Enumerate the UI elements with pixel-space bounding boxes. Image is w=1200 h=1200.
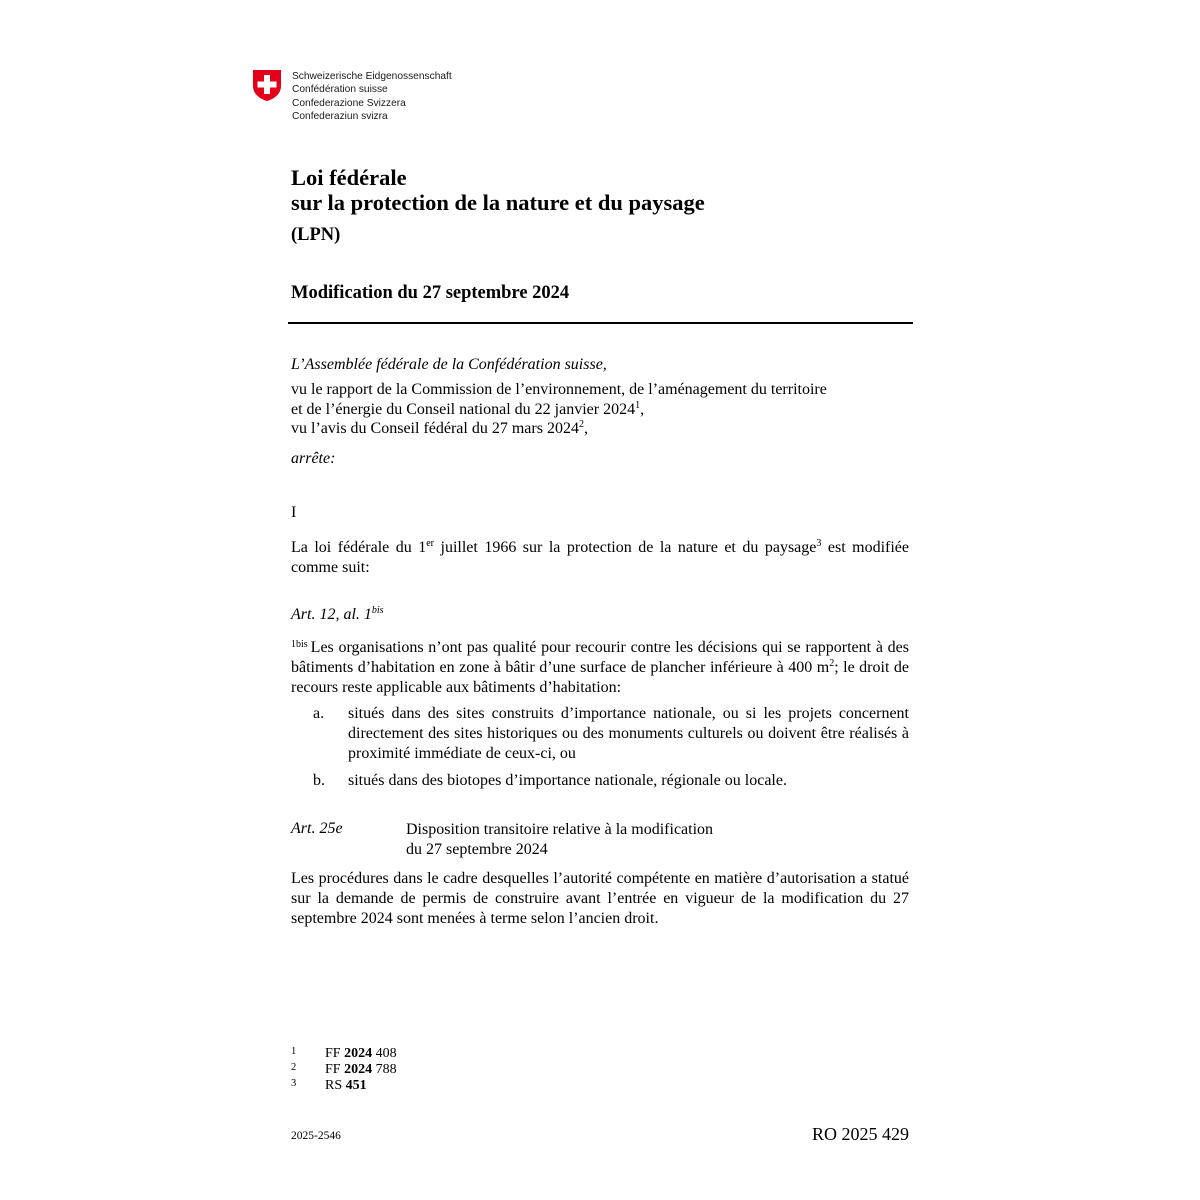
article-25e-text: Les procédures dans le cadre desquelles l’autorité compétente en matière d’autorisation a statué sur la demande de permis de construire avant l’entrée en vigueur de la modification du 27 septembre 2024 sont menées à terme selon l’ancien droit. bbox=[291, 870, 909, 927]
list-item-text: situés dans des sites construits d’importance nationale, ou si les projets concernent directement des sites historiques ou des monuments culturels ou doivent être réalisés à proximité immédiate de ceux-ci, ou bbox=[348, 705, 909, 762]
preamble-line-1: vu le rapport de la Commission de l’environnement, de l’aménagement du territoire bbox=[291, 381, 827, 398]
footnote-ref[interactable]: 3 bbox=[816, 538, 822, 549]
paragraph-number: 1bis bbox=[291, 639, 308, 650]
agency-names bbox=[292, 70, 452, 124]
footnote-text: FF 2024 788 bbox=[325, 1062, 397, 1077]
footnote-ref[interactable]: 1 bbox=[635, 399, 641, 411]
footnote-number: 1 bbox=[291, 1046, 297, 1057]
document-title bbox=[291, 165, 705, 215]
preamble-intro: L’Assemblée fédérale de la Confédération suisse, bbox=[291, 356, 607, 373]
list-item-label: a. bbox=[313, 705, 325, 722]
list-item bbox=[291, 771, 909, 791]
footnote-number: 2 bbox=[291, 1062, 297, 1073]
modification-date: Modification du 27 septembre 2024 bbox=[291, 283, 570, 303]
list-item-text: situés dans des biotopes d’importance nationale, régionale ou locale. bbox=[348, 772, 787, 789]
title-line-1: Loi fédérale bbox=[291, 165, 407, 190]
short-title: (LPN) bbox=[291, 225, 341, 245]
footnote-ref[interactable]: 2 bbox=[578, 419, 584, 430]
agency-name-de: Schweizerische Eidgenossenschaft bbox=[292, 71, 452, 82]
article-12-paragraph: $^{1bis}$ Les organisations n’ont pas qualité pour recourir contre les décisions qui se rapportent à des bâtiments d’habitation en zone à bâtir d’une surface de plancher inférieure à 400 $m^2$; le droit de recours reste applicable aux bâtiments d’habitation: bbox=[291, 639, 909, 696]
list-item-label: b. bbox=[313, 772, 325, 789]
agency-name-rm: Confederaziun svizra bbox=[292, 111, 388, 123]
section-number: I bbox=[291, 504, 297, 521]
article-12-heading: Art. 12, al. $1^{bis}$ bbox=[291, 605, 384, 623]
title-divider bbox=[288, 322, 913, 324]
decree-word: arrête: bbox=[291, 450, 336, 467]
footnote-number: 3 bbox=[291, 1078, 297, 1089]
footnote-text: FF 2024 408 bbox=[325, 1046, 397, 1061]
document-number: 2025-2546 bbox=[291, 1130, 341, 1142]
swiss-cross-shield-icon bbox=[252, 69, 282, 102]
list-item bbox=[291, 704, 909, 764]
preamble-line-3: vu l’avis du Conseil fédéral du 27 mars 2024$^2$, bbox=[291, 419, 588, 437]
article-25e-title: Disposition transitoire relative à la modification du 27 septembre 2024 bbox=[406, 821, 714, 858]
footnote-text: RS 451 bbox=[325, 1078, 367, 1093]
agency-name-fr: Confédération suisse bbox=[292, 84, 388, 96]
agency-name-it: Confederazione Svizzera bbox=[292, 97, 406, 109]
section-intro: La loi fédérale du 1er juillet 1966 sur la protection de la nature et du paysage$^3$ est modifiée comme suit: bbox=[291, 538, 910, 576]
preamble-line-2: et de l’énergie du Conseil national du 22 janvier 2024$^1$, bbox=[291, 399, 645, 418]
official-compilation-reference: RO 2025 429 bbox=[811, 1124, 909, 1144]
title-line-2: sur la protection de la nature et du paysage bbox=[291, 190, 705, 215]
preamble bbox=[291, 380, 911, 439]
article-25e-number: Art. 25e bbox=[291, 820, 343, 837]
